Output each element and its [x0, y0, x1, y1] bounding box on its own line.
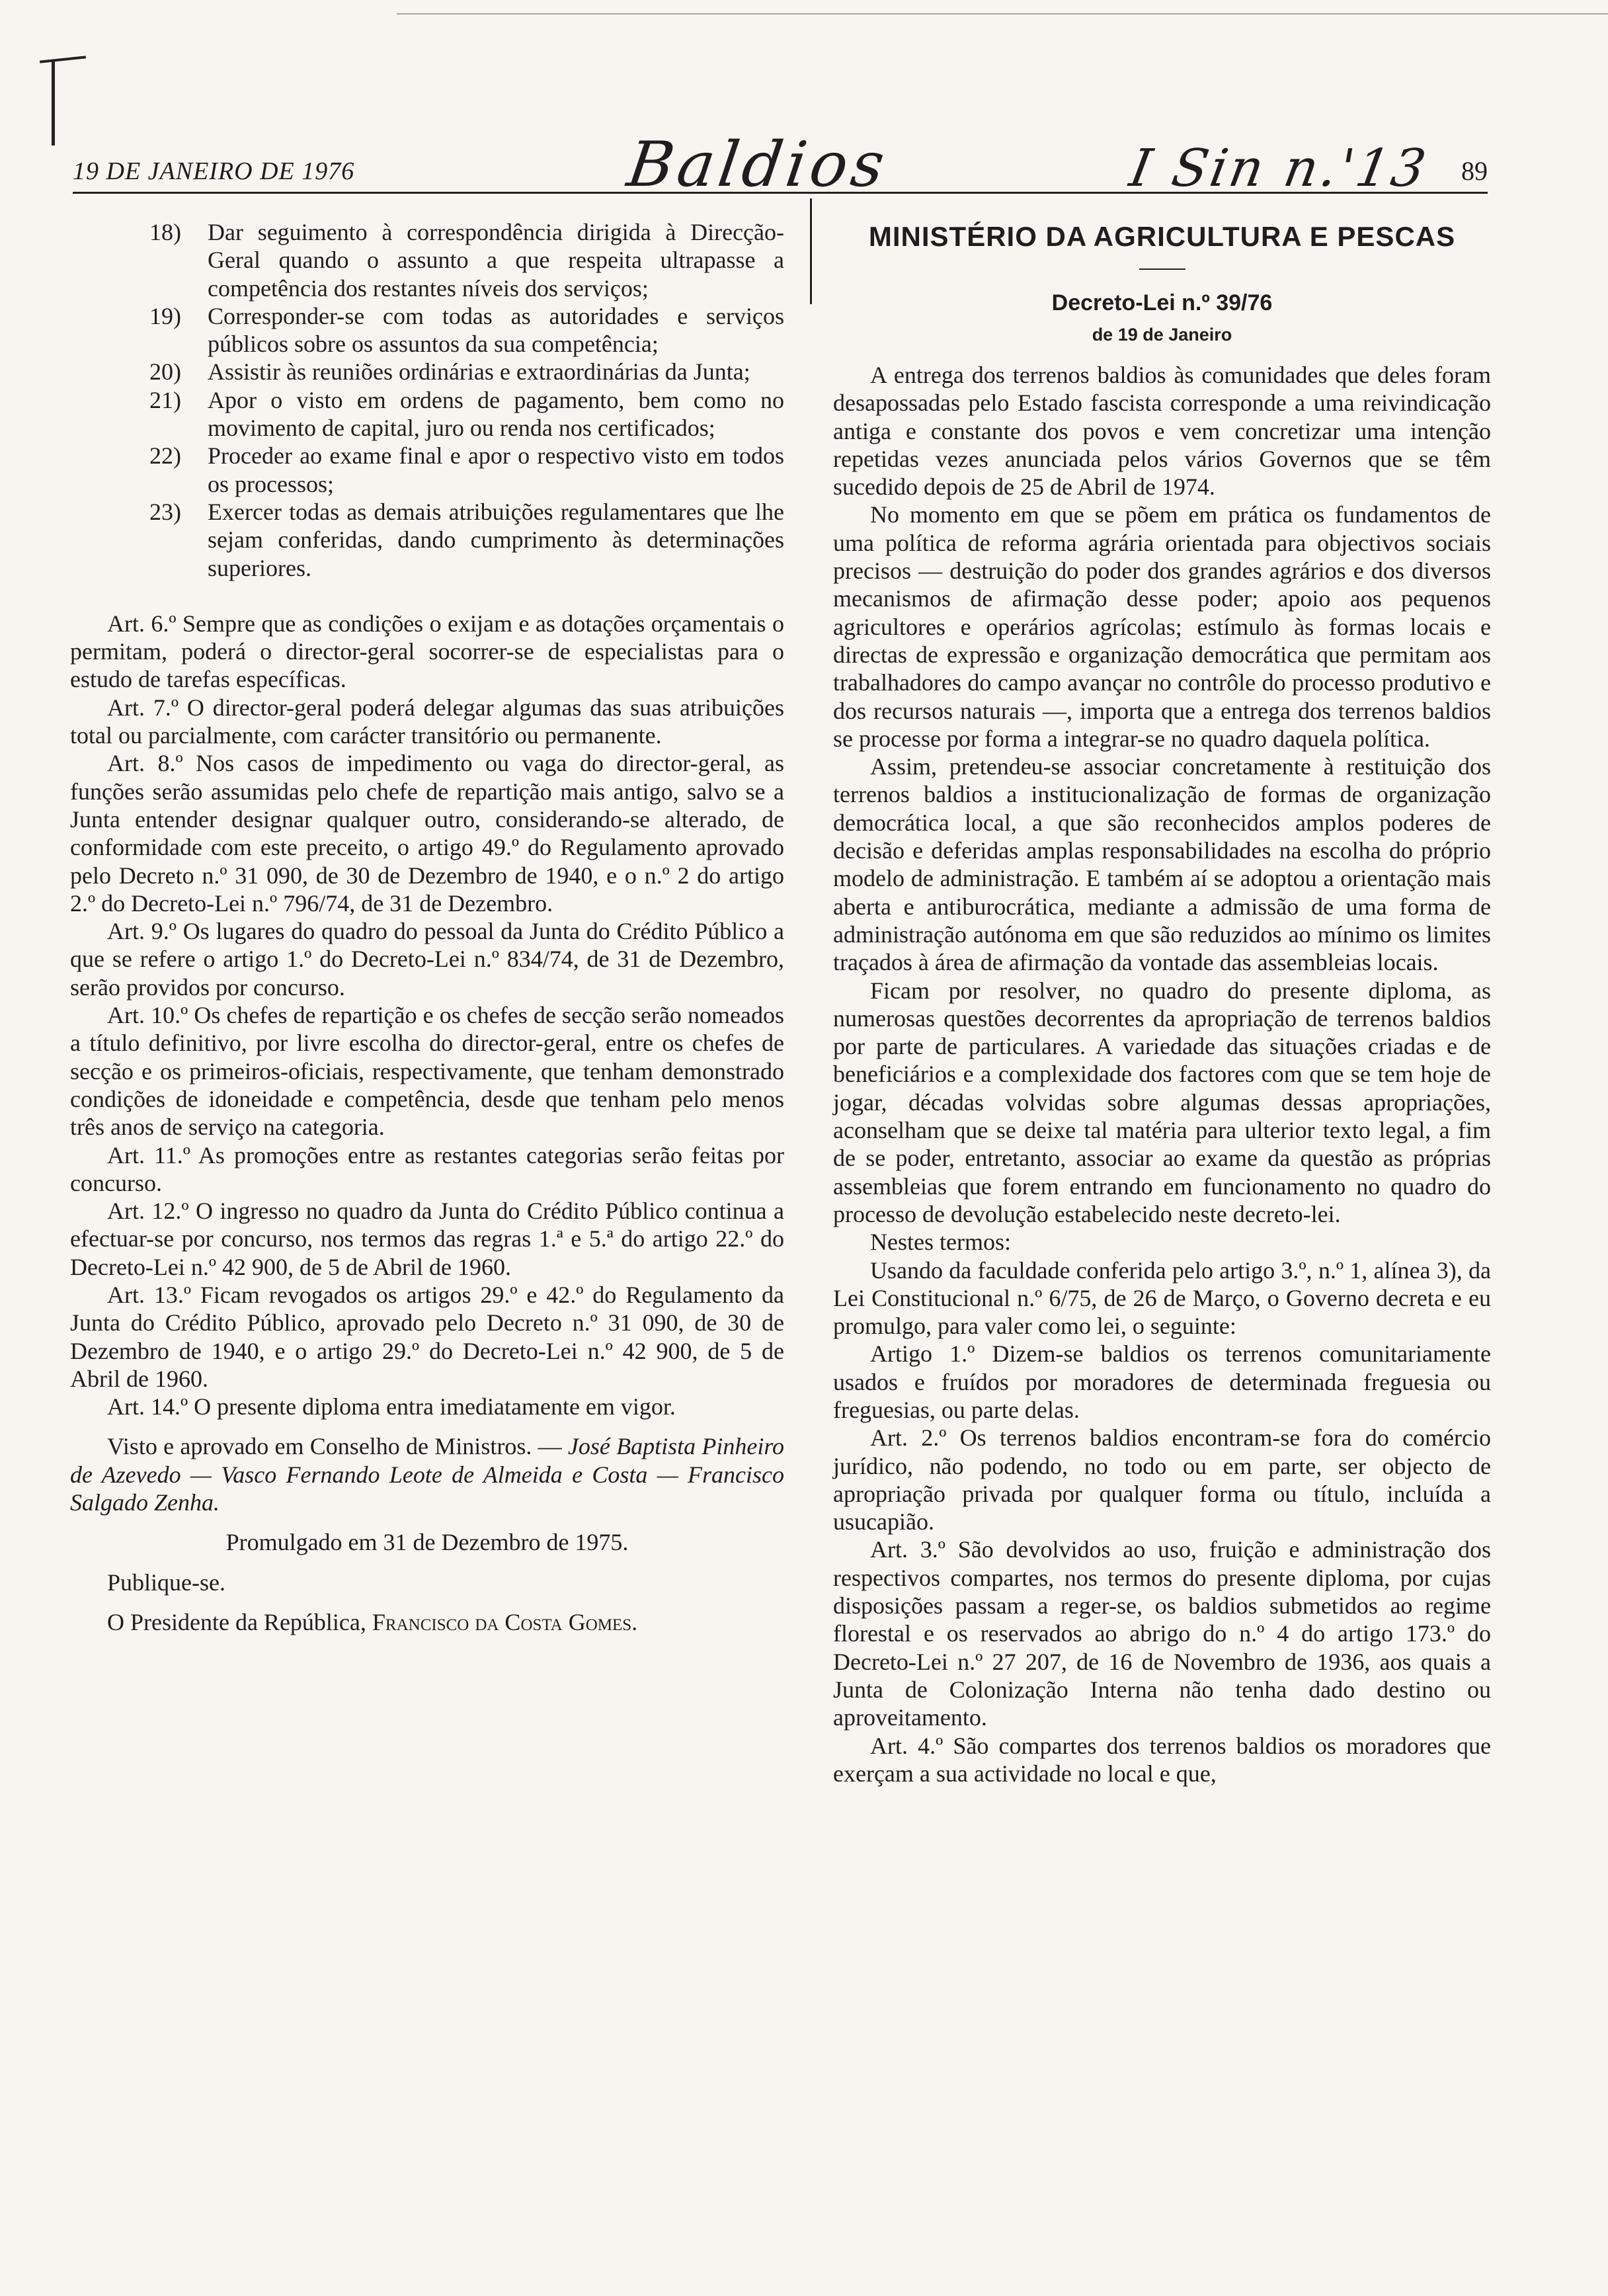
list-item: [149, 498, 784, 582]
article-10: Art. 10.º Os chefes de repartição e os chefes de secção serão nomeados a título definitivo, por livre escolha do director-geral, entre os chefes de secção e os primeiros-oficiais, respectivamente, que tenham demonstrado condições de idoneidade e competência, desde que tenham pelo menos três anos de serviço na categoria.: [70, 1002, 784, 1141]
handwritten-note: I Sin n.'13: [1125, 139, 1433, 198]
page-header: [73, 129, 1488, 201]
approval-text: Visto e aprovado em Conselho de Ministros. —: [107, 1433, 562, 1460]
articles-block: [70, 610, 784, 1636]
president-block: [70, 1608, 784, 1636]
spacer: [149, 582, 784, 610]
list-item-number: 19): [149, 302, 181, 329]
spacer: [70, 1557, 784, 1569]
list-item-text: Exercer todas as demais atribuições regulamentares que lhe sejam conferidas, dando cumprimento às determinações superiores.: [208, 498, 784, 581]
promulgation-date: Promulgado em 31 de Dezembro de 1975.: [225, 1529, 629, 1556]
list-item: [149, 302, 784, 358]
column-divider: [810, 198, 812, 304]
right-column: [833, 218, 1491, 1787]
header-rule: [73, 192, 1488, 194]
list-item-number: 23): [149, 498, 181, 525]
article-8: Art. 8.º Nos casos de impedimento ou vaga do director-geral, as funções serão assumidas pelo chefe de repartição mais antigo, salvo se a Junta entender designar qualquer outro, considerando-se alterado, de conformidade com este preceito, o artigo 49.º do Regulamento aprovado pelo Decreto n.º 31 090, de 30 de Dezembro de 1940, e o n.º 2 do artigo 2.º do Decreto-Lei n.º 796/74, de 31 de Dezembro.: [70, 750, 784, 917]
spacer: [70, 1420, 784, 1432]
handwritten-title: Baldios: [623, 129, 893, 201]
decree-date: de 19 de Janeiro: [1092, 325, 1232, 345]
corner-mark-stroke-vertical: [52, 60, 55, 145]
article-14: Art. 14.º O presente diploma entra imediatamente em vigor.: [107, 1393, 676, 1420]
list-item: [149, 218, 784, 302]
article-6: Art. 6.º Sempre que as condições o exijam e as dotações orçamentais o permitam, poderá o director-geral socorrer-se de especialistas para o estudo de tarefas específicas.: [70, 610, 784, 693]
preamble-paragraph: A entrega dos terrenos baldios às comunidades que deles foram desapossadas pelo Estado fascista corresponde a uma reivindicação antiga e constante dos povos e vem concretizar uma intenção repetidas vezes anunciada pelos vários Governos que se têm sucedido depois de 25 de Abril de 1974.: [833, 362, 1491, 501]
preamble-paragraph: No momento em que se põem em prática os fundamentos de uma política de reforma agrária orientada para objectivos sociais precisos — destruição do poder dos grandes agrários e dos diversos mecanismos de afirmação desse poder; apoio aos pequenos agricultores e operários agrícolas; estímulo às formas locais e directas de expressão e organização democrática que permitam aos trabalhadores do campo avançar no contrôle do processo produtivo e dos recursos naturais —, importa que a entrega dos terrenos baldios se processe por forma a integrar-se no quadro daquela política.: [833, 501, 1491, 752]
header-date: 19 DE JANEIRO DE 1976: [73, 157, 355, 185]
list-item-number: 18): [149, 219, 181, 245]
article-9: Art. 9.º Os lugares do quadro do pessoal da Junta do Crédito Público a que se refere o artigo 1.º do Decreto-Lei n.º 834/74, de 31 de Dezembro, serão providos por concurso.: [70, 918, 784, 1001]
spacer: [70, 1596, 784, 1608]
top-scan-line: [397, 13, 1608, 15]
page-number: 89: [1461, 156, 1488, 186]
list-item-number: 22): [149, 442, 181, 470]
heading-rule: [1139, 268, 1186, 270]
list-item-number: 20): [149, 358, 181, 386]
decree-article-4: Art. 4.º São compartes dos terrenos baldios os moradores que exerçam a sua actividade no local e que,: [833, 1732, 1491, 1787]
list-item-number: 21): [149, 386, 181, 413]
list-item: [149, 386, 784, 442]
corner-handwritten-mark: [40, 46, 66, 145]
preamble-paragraph: Assim, pretendeu-se associar concretamente à restituição dos terrenos baldios a institucionalização de formas de organização democrática local, a que são reconhecidos amplos poderes de decisão e deferidas amplas responsabilidades na escolha do próprio modelo de administração. E também aí se adoptou a orientação mais aberta e antiburocrática, mediante a admissão de uma forma de administração autónoma em que são reduzidos ao mínimo os limites traçados à área de afirmação da vontade das assembleias locais.: [833, 753, 1491, 976]
approval-block: [70, 1432, 784, 1516]
left-column: [70, 218, 785, 1636]
article-7: Art. 7.º O director-geral poderá delegar algumas das suas atribuições total ou parcialmente, com carácter transitório ou permanente.: [70, 694, 784, 749]
preamble-paragraph: Ficam por resolver, no quadro do presente diploma, as numerosas questões decorrentes da apropriação de terrenos baldios por parte de particulares. A variedade das situações criadas e de beneficiários e a complexidade dos factores com que se tem hoje de jogar, décadas volvidas sobre algumas dessas apropriações, aconselham que se deixe tal matéria para ulterior texto legal, a fim de se poder, entretanto, associar ao exame da questão as próprias assembleias que forem entrando em funcionamento no quadro do processo de devolução estabelecido neste decreto-lei.: [833, 977, 1491, 1227]
spacer: [70, 1516, 784, 1528]
decree-title: Decreto-Lei n.º 39/76: [1051, 290, 1273, 315]
decree-article-2: Art. 2.º Os terrenos baldios encontram-se fora do comércio jurídico, não podendo, no todo ou em parte, ser objecto de apropriação privada por qualquer forma ou título, incluída a usucapião.: [833, 1424, 1491, 1536]
president-name: Francisco da Costa Gomes.: [372, 1608, 638, 1635]
decree-article-3: Art. 3.º São devolvidos ao uso, fruição e administração dos respectivos compartes, nos termos do presente diploma, por cujas disposições passam a reger-se, os baldios submetidos ao regime florestal e os reservados ao abrigo do n.º 4 do artigo 173.º do Decreto-Lei n.º 27 207, de 16 de Novembro de 1936, aos quais a Junta de Colonização Interna não tenha dado destino ou aproveitamento.: [833, 1536, 1491, 1731]
list-item-text: Apor o visto em ordens de pagamento, bem como no movimento de capital, juro ou renda nos certificados;: [208, 386, 784, 442]
list-item-text: Corresponder-se com todas as autoridades e serviços públicos sobre os assuntos da sua competência;: [208, 302, 784, 358]
article-13: Art. 13.º Ficam revogados os artigos 29.º e 42.º do Regulamento da Junta do Crédito Público, aprovado pelo Decreto n.º 31 090, de 30 de Dezembro de 1940, e o artigo 29.º do Decreto-Lei n.º 42 900, de 5 de Abril de 1960.: [70, 1281, 784, 1392]
list-item: [149, 442, 784, 498]
corner-mark-stroke-horizontal: [40, 56, 86, 63]
decree-article-1: Artigo 1.º Dizem-se baldios os terrenos comunitariamente usados e fruídos por moradores de determinada freguesia ou freguesias, ou parte delas.: [833, 1340, 1491, 1423]
article-11: Art. 11.º As promoções entre as restantes categorias serão feitas por concurso.: [70, 1141, 784, 1196]
preamble-paragraph: Nestes termos:: [870, 1229, 1011, 1256]
signatories: José Baptista Pinheiro de Azevedo — Vasco Fernando Leote de Almeida e Costa — Francisco Salgado Zenha.: [70, 1433, 785, 1516]
ministry-heading: MINISTÉRIO DA AGRICULTURA E PESCAS: [868, 221, 1456, 252]
president-label: O Presidente da República,: [107, 1608, 366, 1635]
list-item-text: Proceder ao exame final e apor o respectivo visto em todos os processos;: [208, 442, 784, 497]
list-item: [149, 358, 784, 386]
list-item-text: Assistir às reuniões ordinárias e extraordinárias da Junta;: [208, 358, 750, 386]
enactment-clause: Usando da faculdade conferida pelo artigo 3.º, n.º 1, alínea 3), da Lei Constitucional n.º 6/75, de 26 de Março, o Governo decreta e eu promulgo, para valer como lei, o seguinte:: [833, 1256, 1491, 1340]
article-12: Art. 12.º O ingresso no quadro da Junta do Crédito Público continua a efectuar-se por concurso, nos termos das regras 1.ª e 5.ª do artigo 22.º do Decreto-Lei n.º 42 900, de 5 de Abril de 1960.: [70, 1198, 784, 1280]
publish-order: Publique-se.: [107, 1569, 225, 1596]
list-item-text: Dar seguimento à correspondência dirigida à Direcção-Geral quando o assunto a que respeita ultrapasse a competência dos restantes níveis dos serviços;: [208, 219, 784, 302]
